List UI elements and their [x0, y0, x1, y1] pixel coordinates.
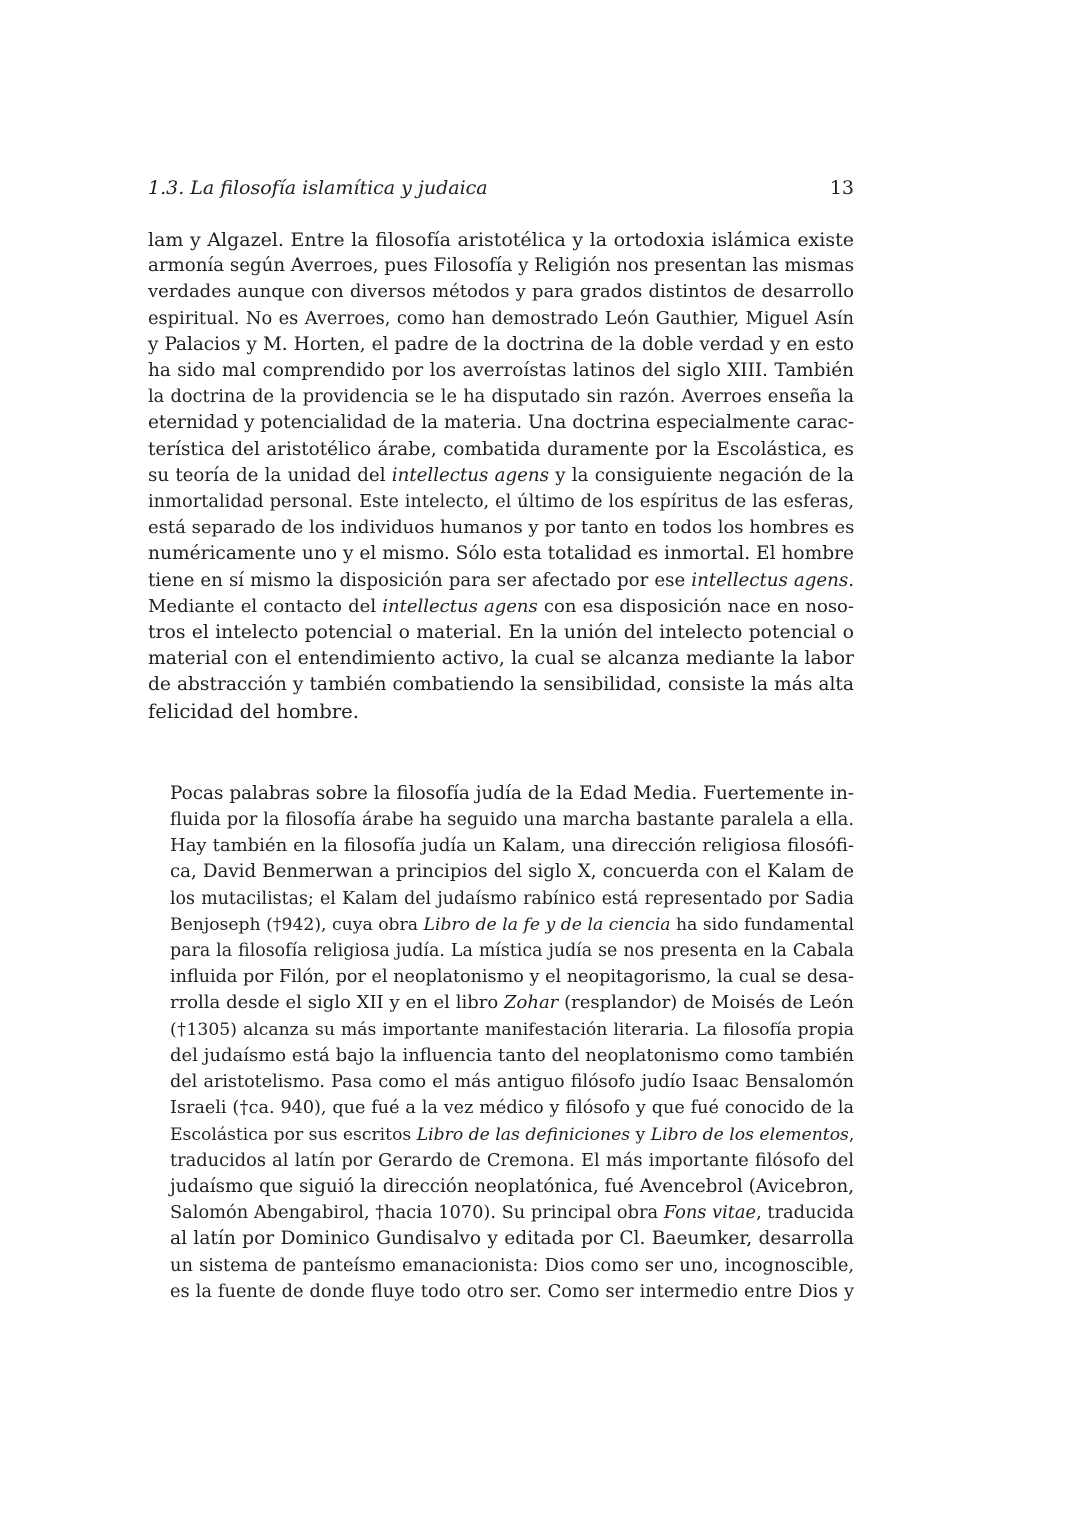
text-line: los mutacilistas; el Kalam del judaísmo rabínico está representado por Sadia	[170, 888, 854, 909]
text-run: tiene en sí mismo la disposición para ser afectado por ese	[148, 569, 692, 591]
text-run: .	[848, 569, 854, 591]
text-line: numéricamente uno y el mismo. Sólo esta totalidad es inmortal. El hombre	[148, 543, 855, 565]
text-line: está separado de los individuos humanos y por tanto en todos los hombres es	[148, 517, 855, 539]
text-run: (resplandor) de Moisés de León	[558, 992, 854, 1014]
text-line: Israeli (†ca. 940), que fué a la vez médico y filósofo y que fué conocido de la	[170, 1098, 854, 1119]
text-line	[148, 1200, 854, 1226]
paragraph-averroes	[148, 227, 854, 725]
text-line: del aristotelismo. Pasa como el más antiguo filósofo judío Isaac Bensalomón	[170, 1072, 854, 1093]
text-run: , traducida	[756, 1202, 855, 1224]
text-run: Benjoseph (†942), cuya obra	[170, 914, 424, 935]
text-run: ha sido fundamental	[670, 914, 854, 935]
text-run: su teoría de la unidad del	[148, 464, 392, 486]
text-line: la doctrina de la providencia se le ha disputado sin razón. Averroes enseña la	[148, 386, 854, 408]
text-run: y la consiguiente negación de la	[548, 464, 854, 486]
text-line: Pocas palabras sobre la filosofía judía de la Edad Media. Fuertemente in-	[170, 782, 854, 804]
text-line: tros el intelecto potencial o material. En la unión del intelecto potencial o	[148, 622, 854, 644]
text-run: ,	[848, 1124, 855, 1145]
text-line: es la fuente de donde fluye todo otro ser. Como ser intermedio entre Dios y	[170, 1280, 854, 1302]
text-run: con esa disposición nace en noso-	[537, 595, 854, 617]
body-text	[148, 227, 854, 1305]
text-line: y Palacios y M. Horten, el padre de la doctrina de la doble verdad y en esto	[148, 333, 854, 355]
text-line	[148, 1122, 854, 1148]
text-run: Mediante el contacto del	[148, 595, 383, 617]
book-title: Libro de la fe y de la ciencia	[423, 914, 671, 935]
text-line: traducidos al latín por Gerardo de Cremona. El más importante filósofo del	[170, 1149, 854, 1171]
text-line: ca, David Benmerwan a principios del siglo X, concuerda con el Kalam de	[170, 861, 854, 883]
paragraph-jewish-philosophy	[148, 781, 854, 1305]
text-line: del judaísmo está bajo la influencia tanto del neoplatonismo como también	[170, 1044, 854, 1066]
text-line: Hay también en la filosofía judía un Kalam, una dirección religiosa filosófi-	[170, 835, 854, 857]
text-line: judaísmo que siguió la dirección neoplatónica, fué Avencebrol (Avicebron,	[170, 1175, 854, 1197]
text-line	[148, 594, 854, 620]
text-line	[148, 568, 854, 594]
text-run: y	[630, 1124, 651, 1145]
text-line: espiritual. No es Averroes, como han demostrado León Gauthier, Miguel Asín	[148, 307, 854, 329]
running-header	[148, 172, 854, 204]
text-line: para la filosofía religiosa judía. La mística judía se nos presenta en la Cabala	[170, 941, 854, 962]
text-run: Escolástica por sus escritos	[170, 1124, 417, 1145]
text-line: armonía según Averroes, pues Filosofía y Religión nos presentan las mismas	[148, 255, 855, 277]
text-line: lam y Algazel. Entre la filosofía aristotélica y la ortodoxia islámica existe	[148, 229, 854, 251]
book-title: Libro de las definiciones	[416, 1124, 631, 1145]
text-line: eternidad y potencialidad de la materia. Una doctrina especialmente carac-	[148, 412, 854, 434]
italic-term: intellectus agens	[691, 569, 849, 591]
text-line: terística del aristotélico árabe, combatida duramente por la Escolástica, es	[148, 438, 854, 460]
book-title: Zohar	[504, 992, 559, 1014]
book-title: Libro de los elementos	[650, 1124, 849, 1145]
text-line: de abstracción y también combatiendo la sensibilidad, consiste la más alta	[148, 674, 854, 696]
text-line	[148, 990, 854, 1016]
italic-term: intellectus agens	[391, 464, 549, 486]
text-run: Salomón Abengabirol, †hacia 1070). Su principal obra	[170, 1202, 664, 1224]
italic-term: intellectus agens	[382, 595, 538, 617]
book-title: Fons vitae	[663, 1202, 757, 1224]
text-line: un sistema de panteísmo emanacionista: Dios como ser uno, incognoscible,	[170, 1254, 854, 1276]
text-line: verdades aunque con diversos métodos y para grados distintos de desarrollo	[148, 281, 854, 303]
text-line: ha sido mal comprendido por los averroístas latinos del siglo XIII. También	[148, 360, 854, 382]
text-line: (†1305) alcanza su más importante manifestación literaria. La filosofía propia	[170, 1019, 854, 1040]
page-number: 13	[829, 177, 854, 199]
text-line: influida por Filón, por el neoplatonismo y el neopitagorismo, la cual se desa-	[170, 967, 854, 988]
page	[148, 172, 854, 1305]
text-line: fluida por la filosofía árabe ha seguido una marcha bastante paralela a ella.	[170, 809, 854, 831]
text-line	[148, 912, 854, 938]
text-line: felicidad del hombre.	[148, 699, 359, 723]
text-run: rrolla desde el siglo XII y en el libro	[170, 992, 505, 1014]
text-line: material con el entendimiento activo, la cual se alcanza mediante la labor	[148, 648, 854, 670]
text-line: inmortalidad personal. Este intelecto, el último de los espíritus de las esferas,	[148, 491, 854, 513]
section-title: 1.3. La filosofía islamítica y judaica	[148, 177, 488, 199]
text-line: al latín por Dominico Gundisalvo y editada por Cl. Baeumker, desarrolla	[170, 1228, 854, 1250]
text-line	[148, 463, 854, 489]
